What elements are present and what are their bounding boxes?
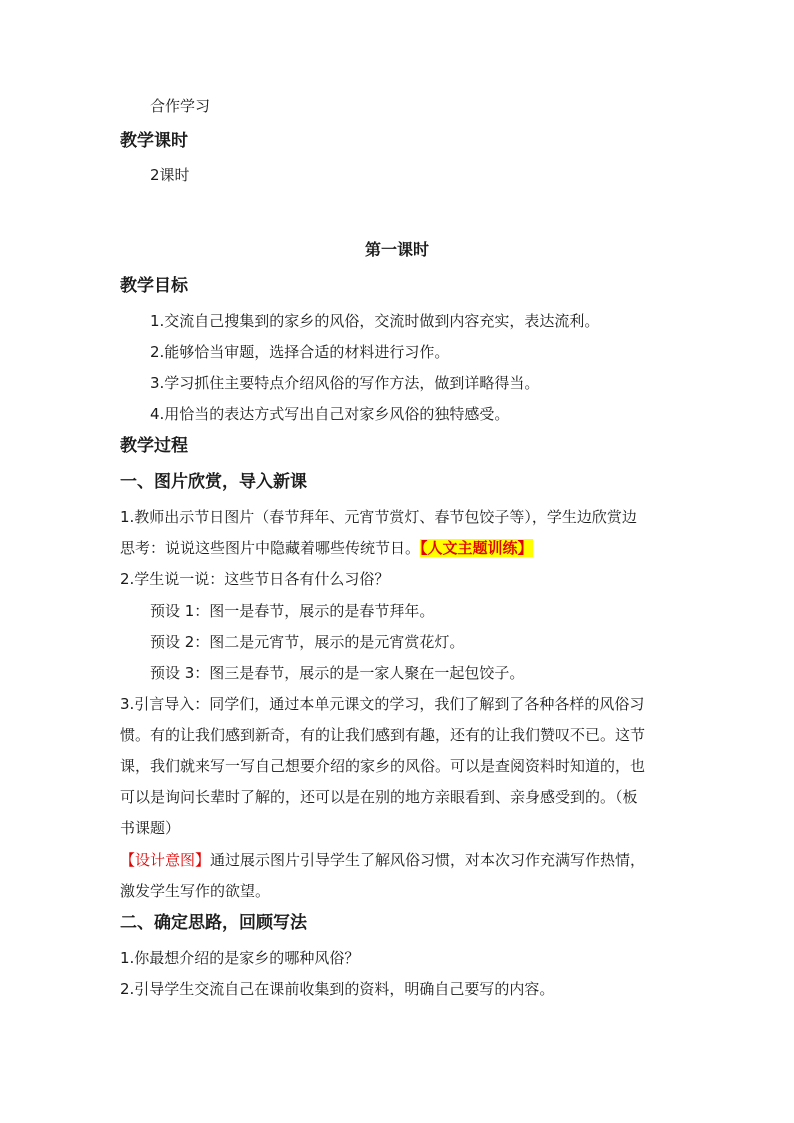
part2-item: 1.你最想介绍的是家乡的哪种风俗？ [120, 949, 360, 967]
part1-item1-line1: 1.教师出示节日图片（春节拜年、元宵节赏灯、春节包饺子等），学生边欣赏边 [120, 508, 637, 526]
objective-item: 1.交流自己搜集到的家乡的风俗，交流时做到内容充实，表达流利。 [150, 312, 600, 330]
part1-item1-line2 [120, 538, 533, 558]
objective-item: 3.学习抓住主要特点介绍风俗的写作方法，做到详略得当。 [150, 374, 540, 392]
class-hours-heading: 教学课时 [120, 131, 188, 151]
part1-item3-line: 3.引言导入：同学们，通过本单元课文的学习，我们了解到了各种各样的风俗习 [120, 695, 645, 713]
process-heading: 教学过程 [120, 436, 188, 456]
design-intent-text: 通过展示图片引导学生了解风俗习惯，对本次习作充满写作热情， [210, 851, 646, 869]
part1-item2: 2.学生说一说：这些节日各有什么习俗？ [120, 570, 390, 588]
part1-item3-line: 课，我们就来写一写自己想要介绍的家乡的风俗。可以是查阅资料时知道的，也 [120, 757, 646, 775]
design-intent-tag: 【设计意图】 [120, 851, 211, 869]
humanities-training-tag: 【人文主题训练】 [420, 539, 533, 557]
part2-heading: 二、确定思路，回顾写法 [120, 913, 307, 933]
objective-item: 2.能够恰当审题，选择合适的材料进行习作。 [150, 343, 450, 361]
part1-item3-line: 可以是询问长辈时了解的，还可以是在别的地方亲眼看到、亲身感受到的。（板 [120, 788, 638, 806]
design-intent-line2: 激发学生写作的欲望。 [120, 882, 271, 900]
lesson-title: 第一课时 [364, 240, 429, 259]
objective-item: 4.用恰当的表达方式写出自己对家乡风俗的独特感受。 [150, 405, 510, 423]
part1-item3-line: 惯。有的让我们感到新奇，有的让我们感到有趣，还有的让我们赞叹不已。这节 [120, 726, 646, 744]
part1-item3-line: 书课题） [120, 819, 181, 837]
design-intent-line1 [120, 850, 645, 870]
teaching-method-text: 合作学习 [150, 97, 211, 115]
part2-item: 2.引导学生交流自己在课前收集到的资料，明确自己要写的内容。 [120, 980, 555, 998]
part1-heading: 一、图片欣赏，导入新课 [120, 472, 307, 492]
objectives-heading: 教学目标 [120, 276, 188, 296]
preset-item: 预设 3：图三是春节，展示的是一家人聚在一起包饺子。 [150, 664, 525, 682]
preset-item: 预设 2：图二是元宵节，展示的是元宵赏花灯。 [150, 633, 465, 651]
preset-item: 预设 1：图一是春节，展示的是春节拜年。 [150, 602, 435, 620]
part1-item1-line2-text: 思考：说说这些图片中隐藏着哪些传统节日。 [120, 539, 421, 557]
class-hours-value: 2课时 [150, 166, 190, 184]
